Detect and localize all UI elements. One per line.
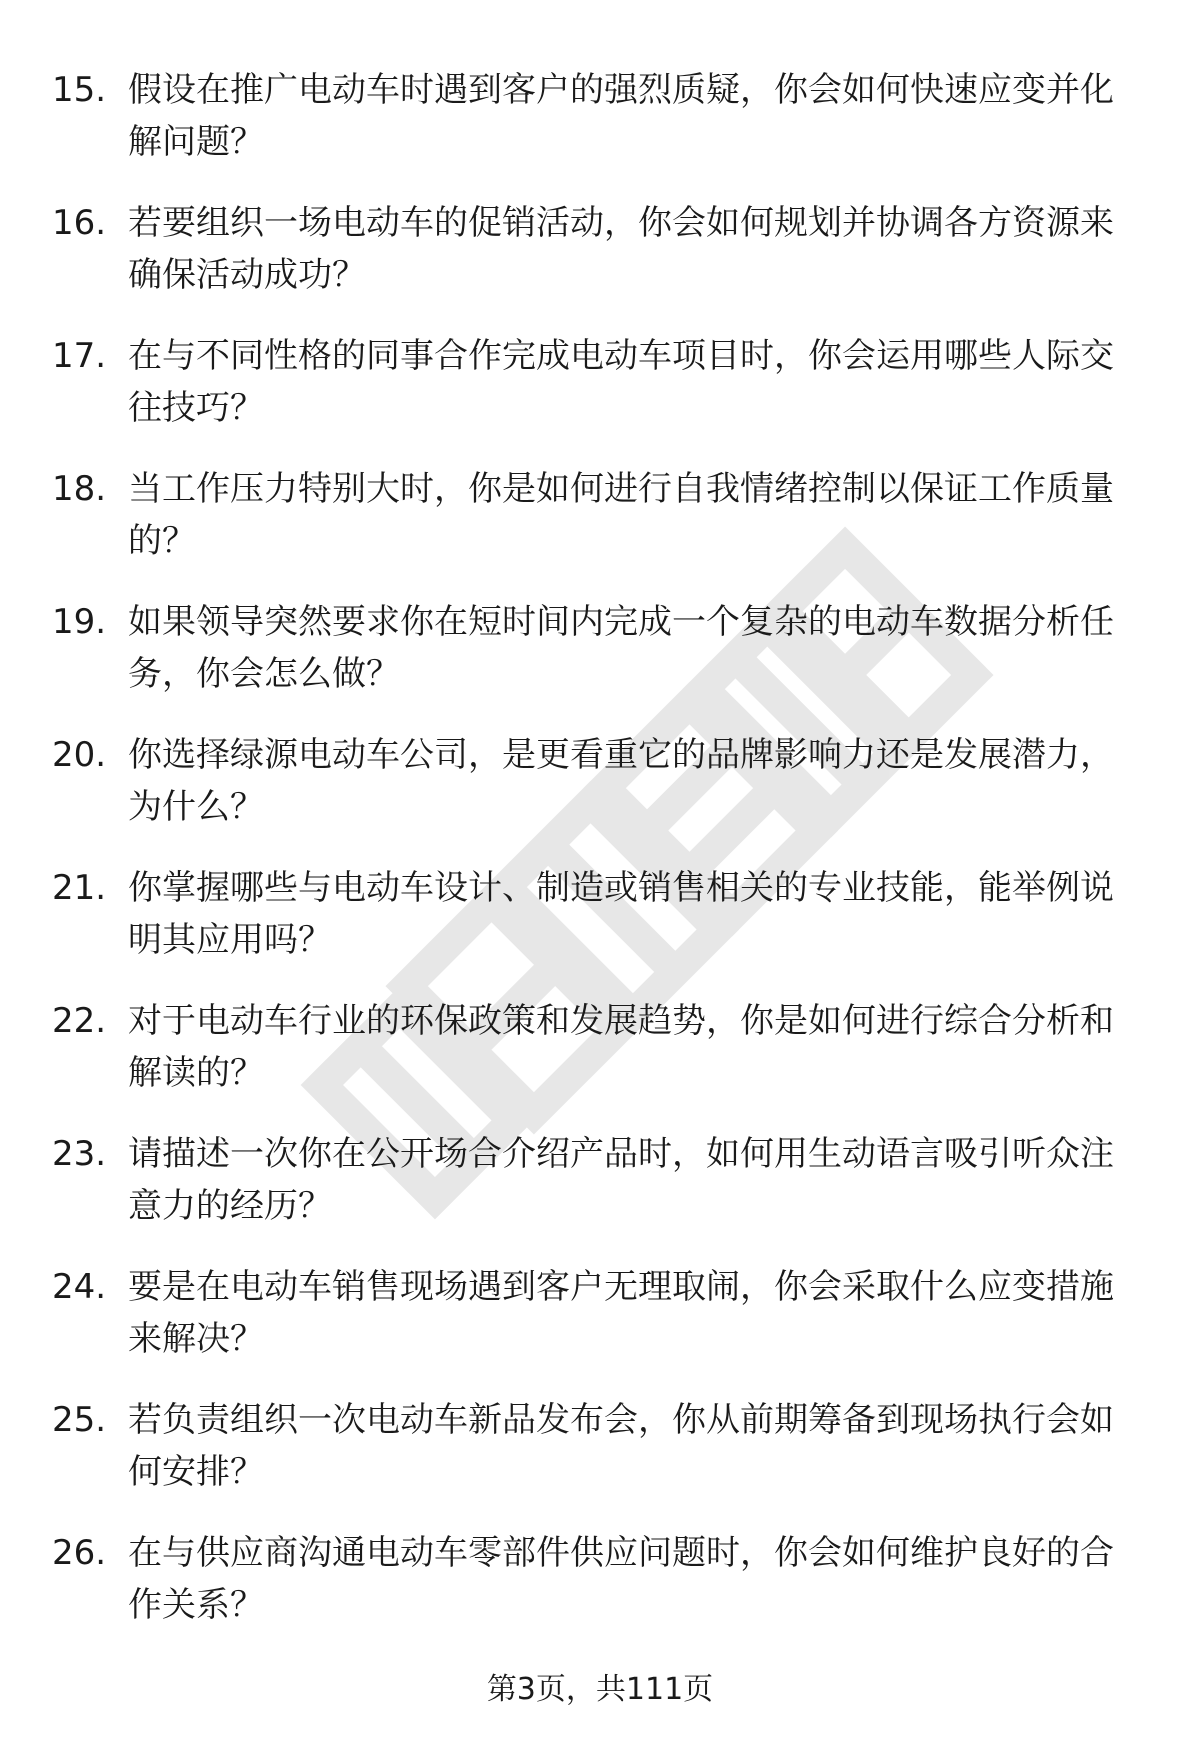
list-item [0, 854, 1200, 987]
page-footer: 第3页，共111页 [486, 1672, 714, 1707]
question-number: 22. [52, 1001, 107, 1041]
question-text: 在与供应商沟通电动车零部件供应问题时，你会如何维护良好的合作关系？ [128, 1533, 1114, 1625]
question-text: 你掌握哪些与电动车设计、制造或销售相关的专业技能，能举例说明其应用吗？ [128, 868, 1114, 960]
question-text: 假设在推广电动车时遇到客户的强烈质疑，你会如何快速应变并化解问题？ [128, 70, 1114, 162]
question-number: 25. [52, 1400, 107, 1440]
question-text: 要是在电动车销售现场遇到客户无理取闹，你会采取什么应变措施来解决？ [128, 1267, 1114, 1359]
question-text: 请描述一次你在公开场合介绍产品时，如何用生动语言吸引听众注意力的经历？ [128, 1134, 1114, 1226]
list-item [0, 588, 1200, 721]
question-number: 24. [52, 1267, 107, 1307]
question-text: 若负责组织一次电动车新品发布会，你从前期筹备到现场执行会如何安排？ [128, 1400, 1114, 1492]
question-text: 在与不同性格的同事合作完成电动车项目时，你会运用哪些人际交往技巧？ [128, 336, 1114, 428]
question-text: 如果领导突然要求你在短时间内完成一个复杂的电动车数据分析任务，你会怎么做？ [128, 602, 1114, 694]
list-item [0, 455, 1200, 588]
list-item [0, 1386, 1200, 1519]
question-number: 20. [52, 735, 107, 775]
question-text: 当工作压力特别大时，你是如何进行自我情绪控制以保证工作质量的？ [128, 469, 1114, 561]
list-item [0, 189, 1200, 322]
list-item [0, 1253, 1200, 1386]
list-item [0, 1120, 1200, 1253]
question-list [0, 56, 1200, 1652]
list-item [0, 987, 1200, 1120]
list-item [0, 322, 1200, 455]
question-number: 19. [52, 602, 107, 642]
question-number: 15. [52, 70, 107, 110]
question-number: 16. [52, 203, 107, 243]
list-item [0, 1519, 1200, 1652]
question-number: 18. [52, 469, 107, 509]
question-text: 你选择绿源电动车公司，是更看重它的品牌影响力还是发展潜力，为什么？ [128, 735, 1114, 827]
question-number: 26. [52, 1533, 107, 1573]
list-item [0, 721, 1200, 854]
question-number: 17. [52, 336, 107, 376]
question-text: 对于电动车行业的环保政策和发展趋势，你是如何进行综合分析和解读的？ [128, 1001, 1114, 1093]
question-text: 若要组织一场电动车的促销活动，你会如何规划并协调各方资源来确保活动成功？ [128, 203, 1114, 295]
list-item [0, 56, 1200, 189]
question-number: 21. [52, 868, 107, 908]
question-number: 23. [52, 1134, 107, 1174]
